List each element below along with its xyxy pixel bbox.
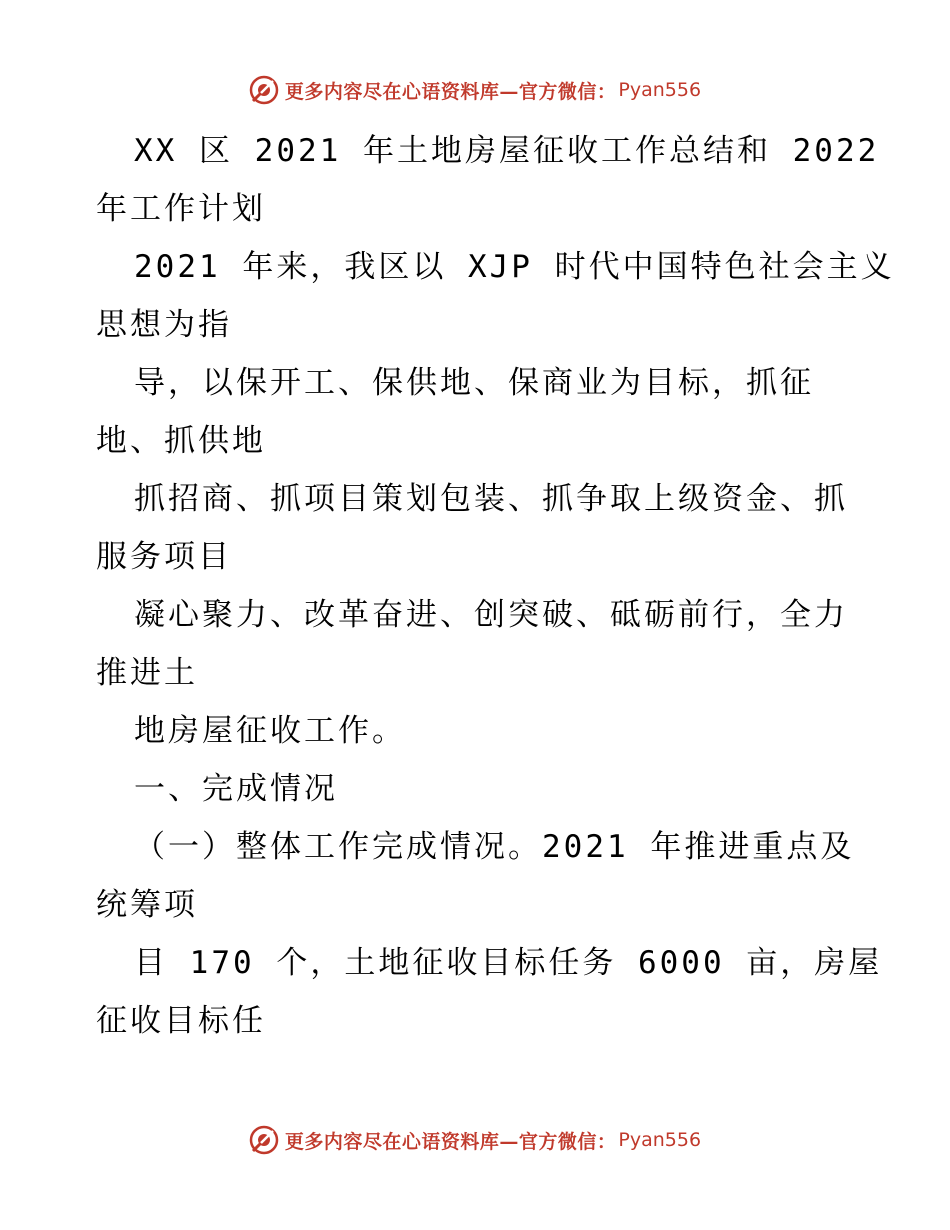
text-line: 推进土 xyxy=(96,655,198,691)
text-line: 地房屋征收工作。 xyxy=(134,713,406,749)
logo-icon xyxy=(249,75,279,105)
header-banner xyxy=(0,70,950,110)
text-line: 思想为指 xyxy=(96,307,232,343)
banner-wechat-id: Pyan556 xyxy=(618,1129,702,1151)
banner-text: 更多内容尽在心语资料库—官方微信： xyxy=(284,1130,617,1153)
text-line: XX 区 2021 年土地房屋征收工作总结和 2022 xyxy=(134,133,880,169)
text-line: 征收目标任 xyxy=(96,1003,266,1039)
text-line: 抓招商、抓项目策划包装、抓争取上级资金、抓 xyxy=(134,481,848,517)
text-line: 一、完成情况 xyxy=(134,771,338,807)
logo-icon xyxy=(249,1125,279,1155)
text-line: 2021 年来，我区以 XJP 时代中国特色社会主义 xyxy=(134,249,895,285)
text-line: 地、抓供地 xyxy=(96,423,266,459)
banner-wechat-id: Pyan556 xyxy=(618,79,702,101)
text-line: 服务项目 xyxy=(96,539,232,575)
text-line: 年工作计划 xyxy=(96,191,266,227)
footer-banner xyxy=(0,1120,950,1160)
document-body xyxy=(96,122,895,1050)
text-line: （一）整体工作完成情况。2021 年推进重点及 xyxy=(134,829,855,865)
text-line: 导，以保开工、保供地、保商业为目标，抓征 xyxy=(134,365,814,401)
text-line: 目 170 个，土地征收目标任务 6000 亩，房屋 xyxy=(134,945,883,981)
text-line: 凝心聚力、改革奋进、创突破、砥砺前行，全力 xyxy=(134,597,848,633)
text-line: 统筹项 xyxy=(96,887,198,923)
banner-text: 更多内容尽在心语资料库—官方微信： xyxy=(284,80,617,103)
